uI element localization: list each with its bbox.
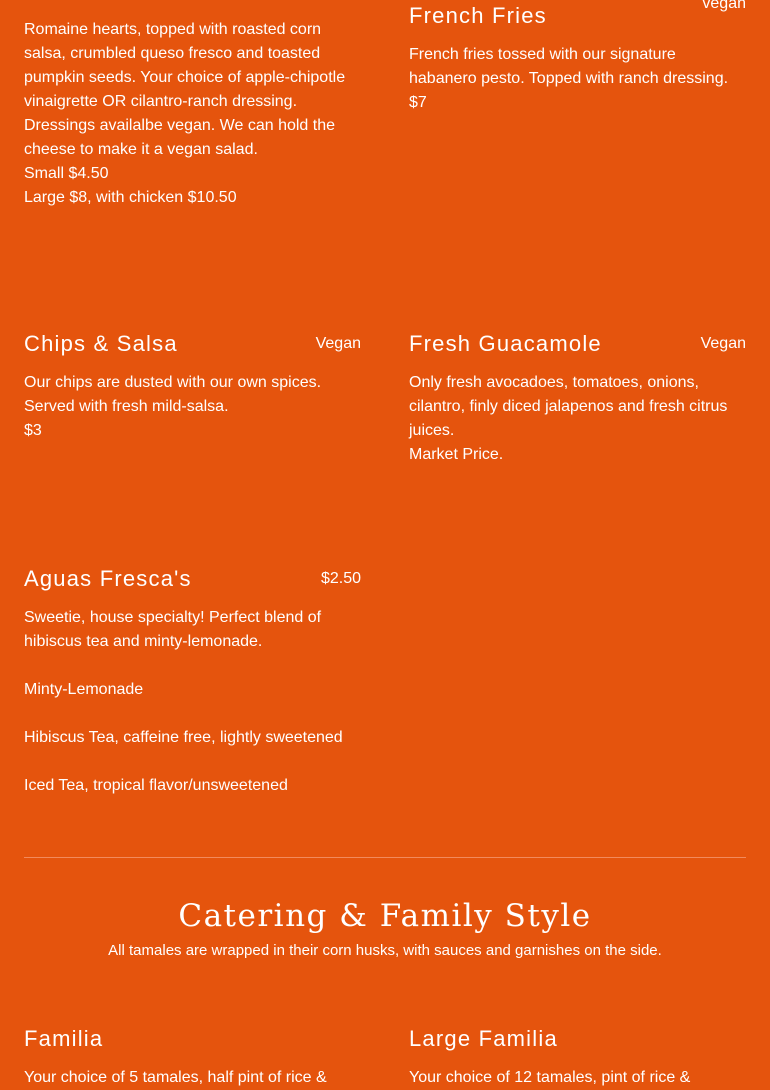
- chips-salsa-desc-text: Our chips are dusted with our own spices. Served with fresh mild-salsa.: [24, 374, 322, 415]
- aguas-flavor-minty-lemonade: Minty-Lemonade: [24, 681, 144, 698]
- guacamole-desc-text: Only fresh avocadoes, tomatoes, onions, cilantro, finly diced jalapenos and fresh citrus juices.: [409, 374, 728, 439]
- large-familia-desc-text: Your choice of 12 tamales, pint of rice &: [409, 1069, 691, 1086]
- aguas-flavor-iced-tea: Iced Tea, tropical flavor/unsweetened: [24, 777, 288, 794]
- salad-price-large: Large $8, with chicken $10.50: [24, 189, 237, 206]
- french-fries-desc-text: French fries tossed with our signature habanero pesto. Topped with ranch dressing.: [409, 46, 729, 87]
- guacamole-price: Market Price.: [409, 446, 504, 463]
- familia-desc-text: Your choice of 5 tamales, half pint of rice &: [24, 1069, 327, 1086]
- french-fries-tag: vegan: [702, 0, 746, 12]
- aguas-fresca-price: $2.50: [320, 570, 361, 587]
- section-divider: [24, 857, 746, 858]
- familia-title: Familia: [24, 1026, 104, 1051]
- french-fries-title: French Fries: [409, 3, 547, 28]
- large-familia-description: [409, 1066, 746, 1090]
- chips-salsa-title: Chips & Salsa: [24, 331, 178, 356]
- aguas-fresca-title: Aguas Fresca's: [24, 566, 192, 591]
- chips-salsa-price: $3: [24, 422, 42, 439]
- salad-desc-text: Romaine hearts, topped with roasted corn salsa, crumbled queso fresco and toasted pumpkin seeds. Your choice of apple-chipotle vinaigrette OR cilantro-ranch dressing. Dressings availalbe vegan. We can hold the cheese to make it a vegan salad.: [24, 21, 346, 158]
- aguas-flavor-hibiscus: Hibiscus Tea, caffeine free, lightly sweetened: [24, 729, 343, 746]
- large-familia-title: Large Familia: [409, 1026, 558, 1051]
- guacamole-description: [409, 371, 746, 467]
- salad-description: [24, 18, 361, 210]
- aguas-fresca-desc-text: Sweetie, house specialty! Perfect blend of hibiscus tea and minty-lemonade.: [24, 609, 322, 650]
- guacamole-tag: Vegan: [700, 335, 746, 352]
- french-fries-price: $7: [409, 94, 427, 111]
- catering-section-subtitle: All tamales are wrapped in their corn husks, with sauces and garnishes on the side.: [108, 942, 662, 959]
- salad-price-small: Small $4.50: [24, 165, 109, 182]
- aguas-fresca-description: [24, 606, 364, 798]
- guacamole-title: Fresh Guacamole: [409, 331, 602, 356]
- chips-salsa-description: [24, 371, 361, 443]
- french-fries-description: [409, 43, 746, 115]
- catering-section-title: Catering & Family Style: [178, 898, 592, 934]
- familia-description: [24, 1066, 361, 1090]
- chips-salsa-tag: Vegan: [315, 335, 361, 352]
